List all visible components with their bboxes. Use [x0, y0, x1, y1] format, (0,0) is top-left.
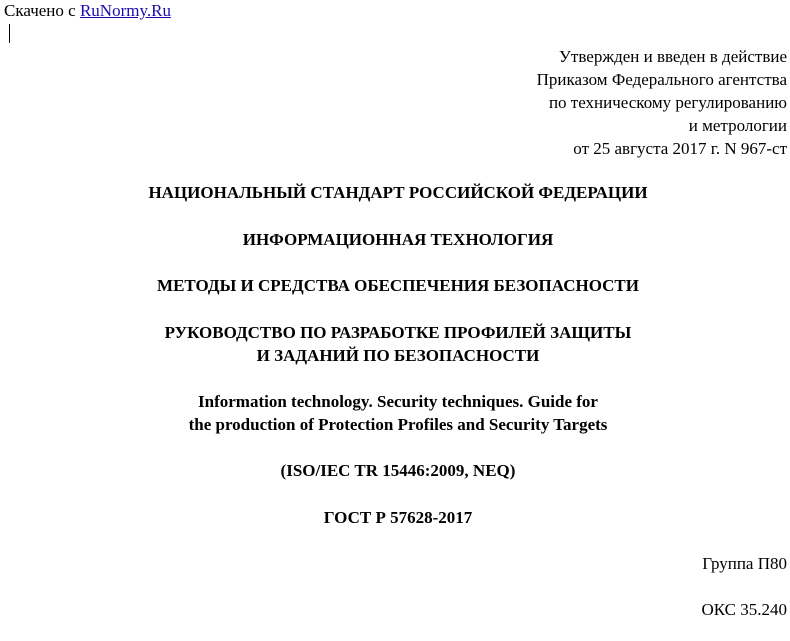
downloaded-from-label: Скачено с: [4, 1, 80, 20]
field-title: ИНФОРМАЦИОННАЯ ТЕХНОЛОГИЯ: [242, 230, 554, 249]
guide-title-line: РУКОВОДСТВО ПО РАЗРАБОТКЕ ПРОФИЛЕЙ ЗАЩИТЫ: [164, 323, 632, 342]
source-line: [4, 1, 171, 21]
national-standard-title: НАЦИОНАЛЬНЫЙ СТАНДАРТ РОССИЙСКОЙ ФЕДЕРАЦИИ: [148, 183, 648, 202]
runormy-link[interactable]: RuNormy.Ru: [79, 1, 171, 20]
approval-line: Утвержден и введен в действие: [558, 47, 787, 66]
approval-line: и метрологии: [688, 116, 787, 135]
english-title-line: Information technology. Security techniques. Guide for: [198, 392, 598, 411]
guide-title: [0, 321, 790, 367]
english-title-line: the production of Protection Profiles and Security Targets: [188, 415, 608, 434]
approval-line: Приказом Федерального агентства: [536, 70, 787, 89]
iso-reference: (ISO/IEC TR 15446:2009, NEQ): [280, 461, 516, 480]
english-title: [0, 390, 790, 436]
group-code: Группа П80: [702, 554, 787, 573]
methods-title: МЕТОДЫ И СРЕДСТВА ОБЕСПЕЧЕНИЯ БЕЗОПАСНОСТИ: [157, 276, 639, 295]
text-cursor: [9, 24, 10, 43]
guide-title-line: И ЗАДАНИЙ ПО БЕЗОПАСНОСТИ: [256, 346, 540, 365]
oks-code: ОКС 35.240: [701, 600, 787, 619]
approval-line: от 25 августа 2017 г. N 967-ст: [573, 139, 787, 158]
approval-block: [537, 45, 787, 160]
gost-number: ГОСТ Р 57628-2017: [323, 508, 473, 527]
approval-line: по техническому регулированию: [548, 93, 787, 112]
